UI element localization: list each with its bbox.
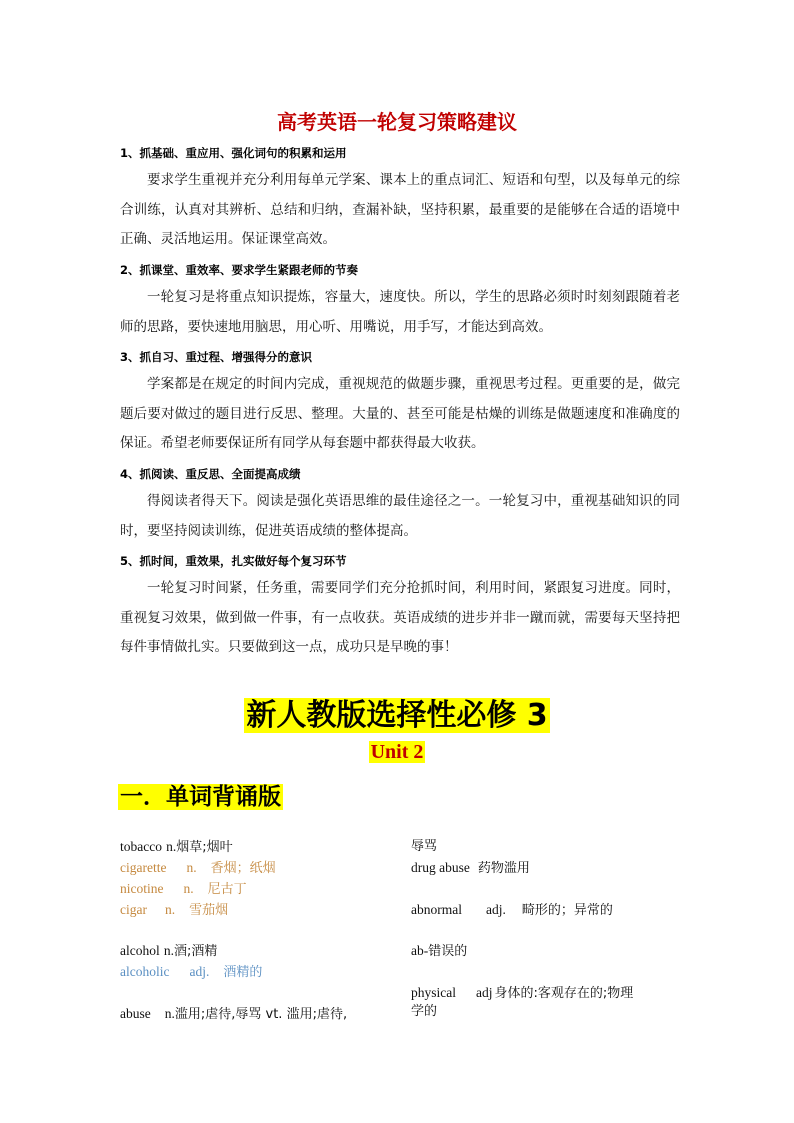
section-body-5: 一轮复习时间紧，任务重，需要同学们充分抢抓时间，利用时间，紧跟复习进度。同时，重视复习效果，做到做一件事，有一点收获。英语成绩的进步并非一蹴而就，需要每天坚持把每件事情做扎实。只要做到这一点，成功只是早晚的事！ bbox=[120, 580, 680, 655]
vocab-item-alcohol bbox=[120, 942, 217, 961]
vocab-pos: n. bbox=[164, 902, 176, 917]
vocab-word: abuse bbox=[120, 1006, 151, 1021]
section-heading-4: 4、抓阅读、重反思、全面提高成绩 bbox=[120, 467, 301, 481]
subtitle bbox=[118, 778, 283, 811]
vocab-pos: adj. bbox=[189, 964, 210, 979]
vocab-pos: n. bbox=[183, 881, 194, 896]
section-body-1: 要求学生重视并充分利用每单元学案、课本上的重点词汇、短语和句型，以及每单元的综合训练，认真对其辨析、总结和归纳，查漏补缺，坚持积累，最重要的是能够在合适的语境中正确、灵活地运用。保证课堂高效。 bbox=[120, 172, 680, 247]
vocab-word: alcoholic bbox=[120, 964, 170, 979]
vocab-meaning: 辱骂 bbox=[411, 839, 438, 854]
vocab-item-abuse bbox=[120, 1005, 347, 1024]
vocab-word: abnormal bbox=[411, 902, 462, 917]
section-body-4: 得阅读者得天下。阅读是强化英语思维的最佳途径之一。一轮复习中，重视基础知识的同时，要坚持阅读训练，促进英语成绩的整体提高。 bbox=[120, 493, 680, 539]
vocab-pos: n. bbox=[163, 943, 175, 958]
section-heading-2: 2、抓课堂、重效率、要求学生紧跟老师的节奏 bbox=[120, 263, 358, 277]
vocab-item-cigar bbox=[120, 901, 228, 920]
section-heading-3: 3、抓自习、重过程、增强得分的意识 bbox=[120, 350, 312, 364]
vocab-word: tobacco bbox=[120, 839, 162, 854]
unit-title bbox=[0, 741, 794, 764]
vocab-word: nicotine bbox=[120, 881, 164, 896]
vocab-meaning: 滥用;虐待,辱骂 vt. 滥用;虐待, bbox=[174, 1007, 348, 1022]
vocab-item-physical-cont bbox=[411, 1003, 437, 1021]
vocab-item-ab-prefix bbox=[411, 942, 467, 961]
vocab-pos: n. bbox=[166, 839, 177, 854]
vocab-meaning: 烟草;烟叶 bbox=[176, 840, 233, 855]
unit-title-text: Unit 2 bbox=[370, 741, 424, 763]
vocab-pos: adj bbox=[476, 985, 493, 1000]
vocab-item-cigarette bbox=[120, 859, 276, 878]
vocab-item-tobacco bbox=[120, 838, 233, 857]
vocab-word: alcohol bbox=[120, 943, 160, 958]
vocab-item-physical bbox=[411, 984, 633, 1003]
vocab-word: ab- bbox=[411, 943, 429, 958]
page-title: 高考英语一轮复习策略建议 bbox=[277, 110, 517, 134]
subtitle-text: 一．单词背诵版 bbox=[120, 784, 281, 810]
vocab-meaning: 酒精的 bbox=[223, 965, 263, 980]
vocab-word: drug abuse bbox=[411, 860, 470, 875]
vocab-item-nicotine bbox=[120, 880, 247, 899]
section-body-3: 学案都是在规定的时间内完成，重视规范的做题步骤，重视思考过程。更重要的是，做完题后要对做过的题目进行反思、整理。大量的、甚至可能是枯燥的训练是做题速度和准确度的保证。希望老师要保证所有同学从每套题中都获得最大收获。 bbox=[120, 376, 680, 451]
vocab-meaning: 药物滥用 bbox=[477, 861, 530, 876]
section-heading-1: 1、抓基础、重应用、强化词句的积累和运用 bbox=[120, 146, 347, 160]
vocab-meaning: 错误的 bbox=[428, 944, 468, 959]
book-title bbox=[0, 690, 794, 734]
vocab-word: cigarette bbox=[120, 860, 167, 875]
vocab-word: physical bbox=[411, 985, 456, 1000]
vocab-item-drug-abuse bbox=[411, 859, 530, 878]
vocab-item-abnormal bbox=[411, 901, 613, 920]
vocab-item-alcoholic bbox=[120, 963, 262, 982]
vocab-meaning: 畸形的；异常的 bbox=[521, 903, 613, 918]
book-title-text: 新人教版选择性必修 3 bbox=[246, 698, 548, 733]
vocab-meaning: 身体的:客观存在的;物理 bbox=[494, 986, 634, 1001]
vocab-item-abuse-cont bbox=[411, 838, 437, 856]
vocab-pos: n. bbox=[164, 1006, 175, 1021]
vocab-meaning: 雪茄烟 bbox=[189, 903, 229, 918]
vocab-word: cigar bbox=[120, 902, 147, 917]
vocab-meaning: 学的 bbox=[411, 1004, 438, 1019]
section-heading-5: 5、抓时间，重效果，扎实做好每个复习环节 bbox=[120, 554, 347, 568]
vocab-meaning: 酒;酒精 bbox=[174, 944, 218, 959]
vocab-pos: adj. bbox=[485, 902, 506, 917]
vocab-meaning: 尼古丁 bbox=[207, 882, 247, 897]
vocab-meaning: 香烟；纸烟 bbox=[210, 861, 276, 876]
vocab-pos: n. bbox=[186, 860, 197, 875]
section-body-2: 一轮复习是将重点知识提炼，容量大，速度快。所以，学生的思路必须时时刻刻跟随着老师的思路，要快速地用脑思，用心听、用嘴说，用手写，才能达到高效。 bbox=[120, 289, 680, 335]
